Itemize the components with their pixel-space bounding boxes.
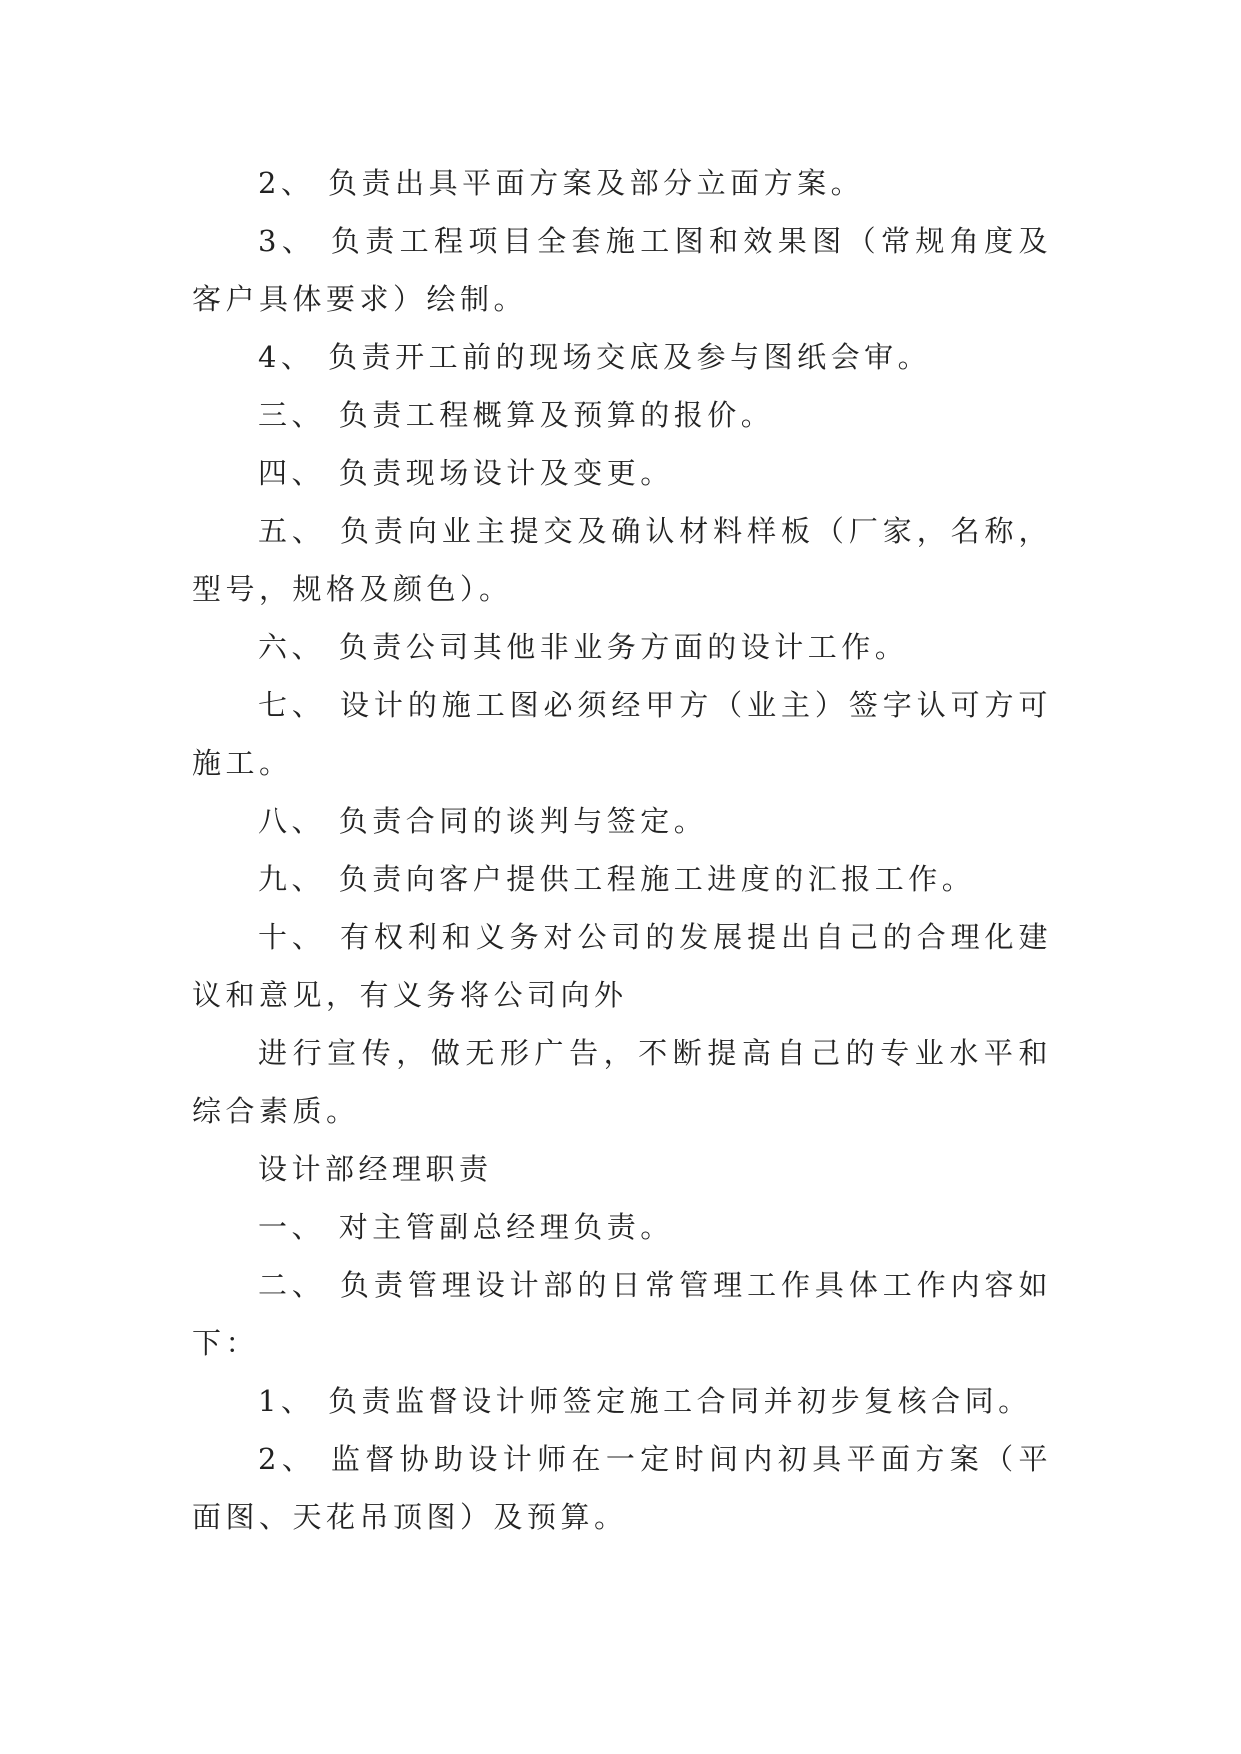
paragraph-section-5: 五、 负责向业主提交及确认材料样板（厂家，名称，型号，规格及颜色）。	[192, 514, 1052, 606]
paragraph-item-2: 2、 负责出具平面方案及部分立面方案。	[258, 166, 865, 200]
section-heading: 设计部经理职责	[258, 1152, 493, 1186]
paragraph-duty-1: 一、 对主管副总经理负责。	[258, 1210, 674, 1244]
paragraph-duty-2: 二、 负责管理设计部的日常管理工作具体工作内容如下：	[192, 1268, 1052, 1360]
paragraph-section-4: 四、 负责现场设计及变更。	[258, 456, 674, 490]
paragraph-subitem-2: 2、 监督协助设计师在一定时间内初具平面方案（平面图、天花吊顶图）及预算。	[192, 1442, 1052, 1534]
paragraph-item-3: 3、 负责工程项目全套施工图和效果图（常规角度及客户具体要求）绘制。	[192, 224, 1052, 316]
paragraph-section-7: 七、 设计的施工图必须经甲方（业主）签字认可方可施工。	[192, 688, 1052, 780]
paragraph-section-8: 八、 负责合同的谈判与签定。	[258, 804, 708, 838]
paragraph-continuation: 进行宣传，做无形广告，不断提高自己的专业水平和综合素质。	[192, 1036, 1052, 1128]
paragraph-section-6: 六、 负责公司其他非业务方面的设计工作。	[258, 630, 909, 664]
document-body	[192, 154, 1052, 1546]
paragraph-section-3: 三、 负责工程概算及预算的报价。	[258, 398, 775, 432]
paragraph-subitem-1: 1、 负责监督设计师签定施工合同并初步复核合同。	[258, 1384, 1032, 1418]
paragraph-section-9: 九、 负责向客户提供工程施工进度的汇报工作。	[258, 862, 976, 896]
paragraph-item-4: 4、 负责开工前的现场交底及参与图纸会审。	[258, 340, 932, 374]
paragraph-section-10: 十、 有权利和义务对公司的发展提出自己的合理化建议和意见，有义务将公司向外	[192, 920, 1052, 1012]
